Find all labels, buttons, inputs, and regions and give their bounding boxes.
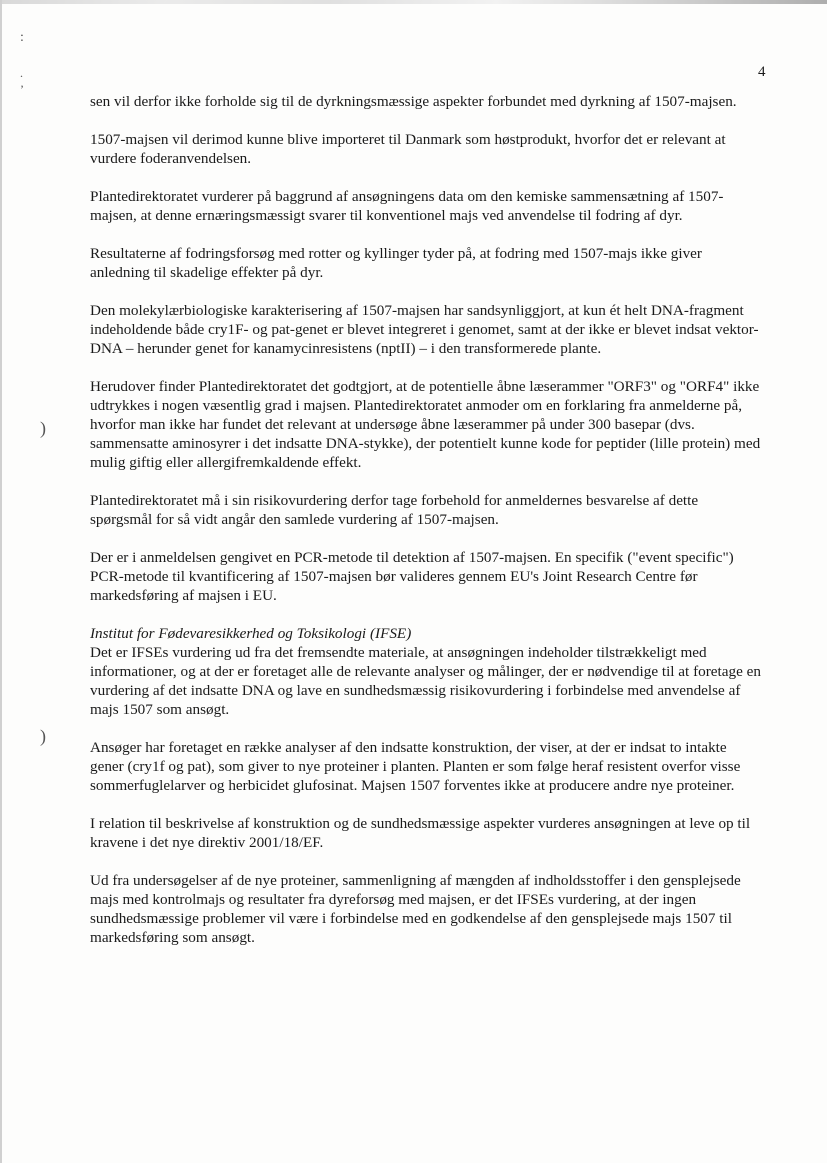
margin-mark: ): [40, 418, 46, 438]
paragraph: Plantedirektoratet må i sin risikovurdering derfor tage forbehold for anmeldernes besvarelse af dette spørgsmål for så vidt angår den samlede vurdering af 1507-majsen.: [90, 492, 699, 528]
paragraph: Ansøger har foretaget en række analyser af den indsatte konstruktion, der viser, at der er indsat to intakte gener (cry1f og pat), som giver to nye proteiner i planten. Planten er som følge heraf resistent overfor visse sommerfuglelarver og herbicidet glufosinat. Majsen 1507 forventes ikke at producere andre nye proteiner.: [90, 739, 741, 794]
scan-left-edge: [0, 0, 2, 1163]
margin-mark: .: [20, 66, 23, 80]
paragraph: Plantedirektoratet vurderer på baggrund af ansøgningens data om den kemiske sammensætning af 1507-majsen, at denne ernæringsmæssigt svarer til konventionel majs ved anvendelse til fodring af dyr.: [90, 188, 724, 224]
paragraph: Ud fra undersøgelser af de nye proteiner, sammenligning af mængden af indholdsstoffer i den gensplejsede majs med kontrolmajs og resultater fra dyreforsøg med majsen, er det IFSEs vurdering, at der ingen sundhedsmæssige problemer vil være i forbindelse med en godkendelse af den gensplejsede majs 1507 til markedsføring som ansøgt.: [90, 872, 741, 946]
paragraph: sen vil derfor ikke forholde sig til de dyrkningsmæssige aspekter forbundet med dyrkning af 1507-majsen.: [90, 93, 737, 110]
paragraph: I relation til beskrivelse af konstruktion og de sundhedsmæssige aspekter vurderes ansøgningen at leve op til kravene i det nye direktiv 2001/18/EF.: [90, 815, 751, 851]
margin-mark: ): [40, 726, 46, 746]
document-body: [90, 92, 762, 947]
paragraph: Den molekylærbiologiske karakterisering af 1507-majsen har sandsynliggjort, at kun ét helt DNA-fragment indeholdende både cry1F- og pat-genet er blevet integreret i genomet, samt at der ikke er blevet indsat vektor-DNA – herunder genet for kanamycinresistens (nptII) – i den transformerede plante.: [90, 302, 759, 357]
margin-mark: ’: [20, 82, 24, 96]
section-heading: Institut for Fødevaresikkerhed og Toksikologi (IFSE): [90, 625, 412, 642]
scan-top-edge: [0, 0, 827, 4]
page-number: 4: [758, 64, 766, 80]
paragraph: Resultaterne af fodringsforsøg med rotter og kyllinger tyder på, at fodring med 1507-majs ikke giver anledning til skadelige effekter på dyr.: [90, 245, 702, 281]
paragraph: Det er IFSEs vurdering ud fra det fremsendte materiale, at ansøgningen indeholder tilstrækkeligt med informationer, og at der er foretaget alle de relevante analyser og målinger, der er nødvendige til at foretage en vurdering af det indsatte DNA og lave en sundhedsmæssig risikovurdering i forbindelse med anvendelse af majs 1507 som ansøgt.: [90, 644, 761, 718]
paragraph: Der er i anmeldelsen gengivet en PCR-metode til detektion af 1507-majsen. En specifik ("event specific") PCR-metode til kvantificering af 1507-majsen bør valideres gennem EU's Joint Research Centre før markedsføring af majsen i EU.: [90, 549, 734, 604]
paragraph: 1507-majsen vil derimod kunne blive importeret til Danmark som høstprodukt, hvorfor det er relevant at vurdere foderanvendelsen.: [90, 131, 726, 167]
margin-mark: :: [20, 30, 24, 45]
paragraph: Herudover finder Plantedirektoratet det godtgjort, at de potentielle åbne læserammer "ORF3" og "ORF4" ikke udtrykkes i nogen væsentlig grad i majsen. Plantedirektoratet anmoder om en forklaring fra anmelderne på, hvorfor man ikke har fundet det relevant at undersøge åbne læserammer på under 300 basepar (dvs. sammensatte aminosyrer i det indsatte DNA-stykke), der potentielt kunne kode for peptider (lille protein) med mulig giftig eller allergifremkaldende effekt.: [90, 378, 761, 471]
